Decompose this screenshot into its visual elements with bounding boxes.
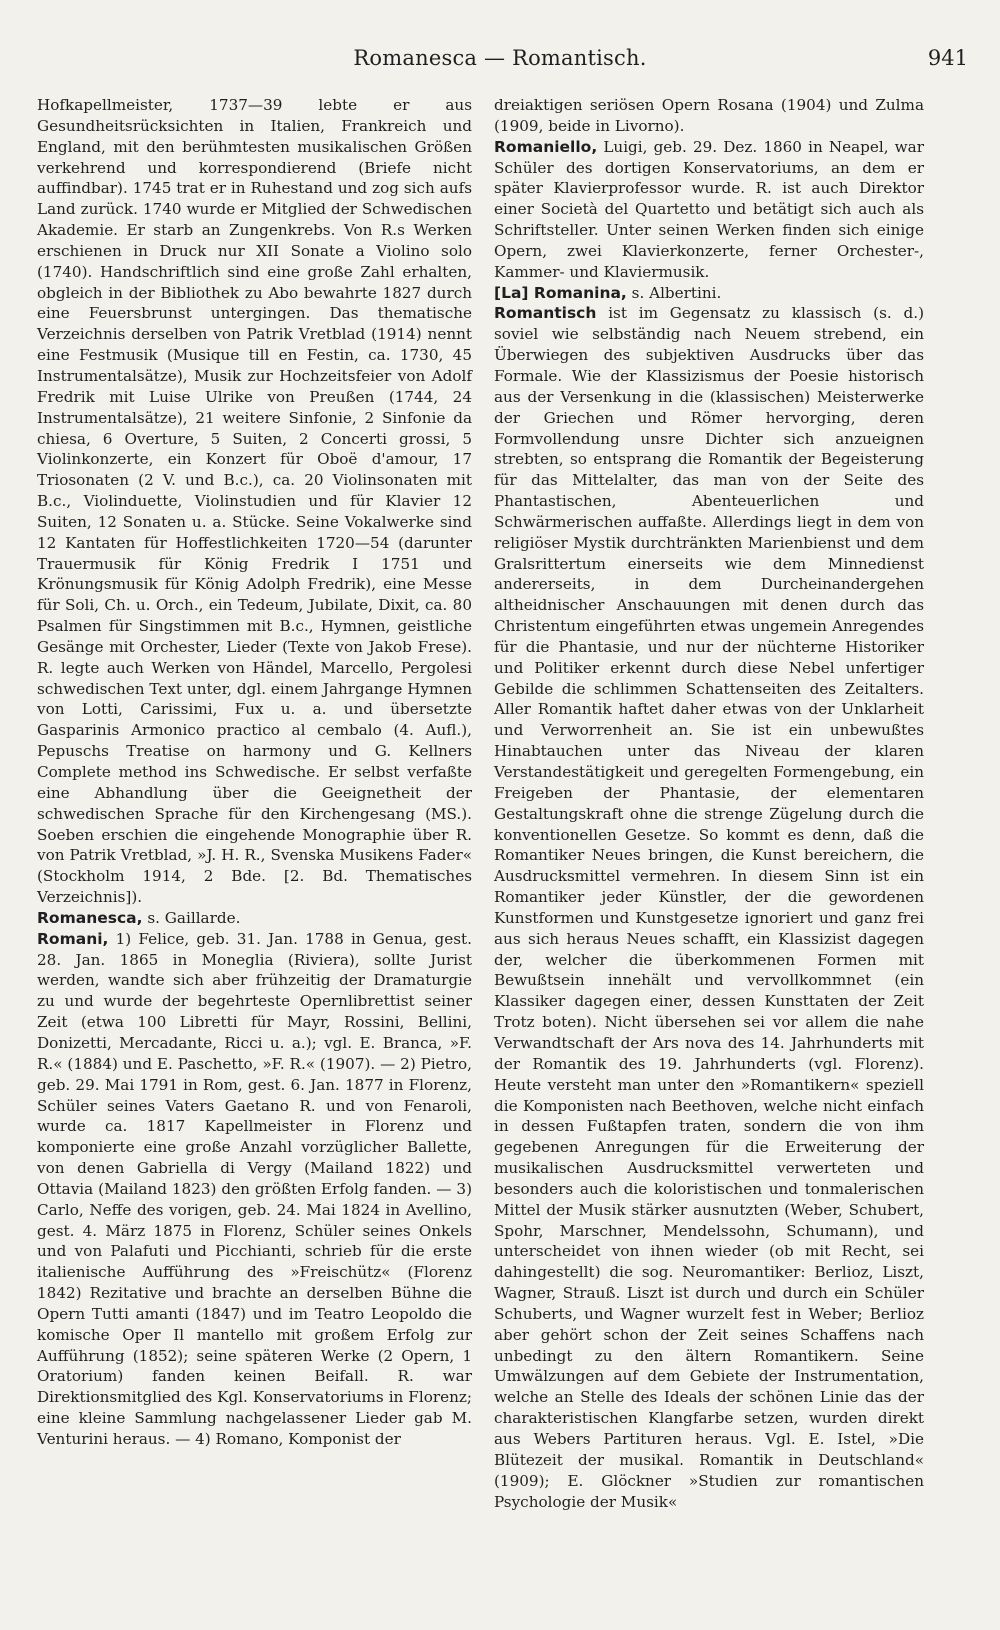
entry-romani (37, 929, 472, 1450)
entry-text: Luigi, geb. 29. Dez. 1860 in Neapel, war Schüler des dortigen Konservatoriums, an dem er später Klavierprofessor wurde. R. ist auch Direktor einer Società del Quartetto und betätigt sich auch als Schriftsteller. Unter seinen Werken finden sich einige Opern, zwei Klavierkonzerte, ferner Orchester-, Kammer- und Klaviermusik. (494, 137, 924, 281)
entry-headword: Romani, (37, 929, 109, 948)
entry-text: s. Albertini. (626, 283, 722, 302)
entry-romaniello (494, 137, 924, 283)
entry-romantisch (494, 303, 924, 1512)
entry-continuation: dreiaktigen seriösen Opern Rosana (1904) und Zulma (1909, beide in Livorno). (494, 96, 924, 135)
entry-romanesca (37, 908, 472, 929)
entry-headword: Romanesca, (37, 908, 143, 927)
entry-headword: Romantisch (494, 304, 597, 323)
entry-text: ist im Gegensatz zu klassisch (s. d.) soviel wie selbständig nach Neuem strebend, ein Überwiegen des subjektiven Ausdrucks über das Formale. Wie der Klassizismus der Poesie historisch aus der Versenkung in die (klassischen) Meisterwerke der Griechen und Römer hervorging, deren Formvollendung unsre Dichter sich anzueignen strebten, so entsprang die Romantik der Begeisterung für das Mittelalter, das man von der Seite des Phantastischen, Abenteuerlichen und Schwärmerischen auffaßte. Allerdings liegt in dem von religiöser Mystik durchtränkten Marienbienst und dem Gralsrittertum einerseits wie dem Minnedienst andererseits, in dem Durcheinandergehen altheidnischer Anschauungen mit denen durch das Christentum eingeführten etwas ungemein Anregendes für die Phantasie, und nur der nüchterne Historiker und Politiker erkennt durch diese Nebel unfertiger Gebilde die schlimmen Schattenseiten des Zeitalters. Aller Romantik haftet daher etwas von der Unklarheit und Verworrenheit an. Sie ist ein unbewußtes Hinabtauchen unter das Niveau der klaren Verstandestätigkeit und geregelten Formengebung, ein Freigeben der Phantasie, der elementaren Gestaltungskraft ohne die strenge Zügelung durch die konventionellen Gesetze. So kommt es denn, daß die Romantiker Neues bringen, die Kunst bereichern, die Ausdrucksmittel vermehren. In diesem Sinn ist ein Romantiker jeder Künstler, der die gewordenen Kunstformen und Kunstgesetze ignoriert und ganz frei aus sich heraus Neues schafft, ein Klassizist dagegen der, welcher die überkommenen Formen mit Bewußtsein innehält und vervollkommnet (ein Klassiker dagegen einer, dessen Kunsttaten der Zeit Trotz boten). Nicht übersehen sei vor allem die nahe Verwandtschaft der Ars nova des 14. Jahrhunderts mit der Romantik des 19. Jahrhunderts (vgl. Florenz). Heute versteht man unter den »Romantikern« speziell die Komponisten nach Beethoven, welche nicht einfach in dessen Fußtapfen traten, sondern die von ihm gegebenen Anregungen für die Erweiterung der musikalischen Ausdrucksmittel verwerteten und besonders auch die koloristischen und tonmalerischen Mittel der Musik stärker ausnutzten (Weber, Schubert, Spohr, Marschner, Mendelssohn, Schumann), und unterscheidet von ihnen wieder (ob mit Recht, sei dahingestellt) die sog. Neuromantiker: Berlioz, Liszt, Wagner, Strauß. Liszt ist durch und durch ein Schüler Schuberts, und Wagner wurzelt fest in Weber; Berlioz aber gehört schon der Zeit seines Schaffens nach unbedingt zu den ältern Romantikern. Seine Umwälzungen auf dem Gebiete der Instrumentation, welche an Stelle des Ideals der schönen Linie das der charakteristischen Klangfarbe setzen, wurden direkt aus Webers Partituren heraus. Vgl. E. Istel, »Die Blütezeit der musikal. Romantik in Deutschland« (1909); E. Glöckner »Studien zur romantischen Psychologie der Musik« (494, 304, 924, 1511)
page-number: 941 (927, 46, 968, 70)
entry-headword: Romaniello, (494, 137, 598, 156)
right-column (494, 95, 924, 1512)
left-column (37, 95, 472, 1450)
entry-romanina (494, 283, 924, 304)
entry-text: s. Gaillarde. (142, 908, 241, 927)
entry-text: 1) Felice, geb. 31. Jan. 1788 in Genua, gest. 28. Jan. 1865 in Moneglia (Riviera), sollte Jurist werden, wandte sich aber frühzeitig der Dramaturgie zu und wurde der begehrteste Opernlibrettist seiner Zeit (etwa 100 Libretti für Mayr, Rossini, Bellini, Donizetti, Mercadante, Ricci u. a.); vgl. E. Branca, »F. R.« (1884) und E. Paschetto, »F. R.« (1907). — 2) Pietro, geb. 29. Mai 1791 in Rom, gest. 6. Jan. 1877 in Florenz, Schüler seines Vaters Gaetano R. und von Fenaroli, wurde ca. 1817 Kapellmeister in Florenz und komponierte eine große Anzahl vorzüglicher Ballette, von denen Gabriella di Vergy (Mailand 1822) und Ottavia (Mailand 1823) den größten Erfolg fanden. — 3) Carlo, Neffe des vorigen, geb. 24. Mai 1824 in Avellino, gest. 4. März 1875 in Florenz, Schüler seines Onkels und von Palafuti und Picchianti, schrieb für die erste italienische Aufführung des »Freischütz« (Florenz 1842) Rezitative und brachte an derselben Bühne die Opern Tutti amanti (1847) und im Teatro Leopoldo die komische Oper Il mantello mit großem Erfolg zur Aufführung (1852); seine späteren Werke (2 Opern, 1 Oratorium) fanden keinen Beifall. R. war Direktionsmitglied des Kgl. Konservatoriums in Florenz; eine kleine Sammlung nachgelassener Lieder gab M. Venturini heraus. — 4) Romano, Komponist der (37, 929, 472, 1448)
entry-headword: [La] Romanina, (494, 283, 627, 302)
entry-continuation: Hofkapellmeister, 1737—39 lebte er aus Gesundheitsrücksichten in Italien, Frankreich und England, mit den berühmtesten musikalischen Größen verkehrend und korrespondierend (Briefe nicht auffindbar). 1745 trat er in Ruhestand und zog sich aufs Land zurück. 1740 wurde er Mitglied der Schwedischen Akademie. Er starb an Zungenkrebs. Von R.s Werken erschienen in Druck nur XII Sonate a Violino solo (1740). Handschriftlich sind eine große Zahl erhalten, obgleich in der Bibliothek zu Abo bewahrte 1827 durch eine Feuersbrunst untergingen. Das thematische Verzeichnis derselben von Patrik Vretblad (1914) nennt eine Festmusik (Musique till en Festin, ca. 1730, 45 Instrumentalsätze), Musik zur Hochzeitsfeier von Adolf Fredrik mit Luise Ulrike von Preußen (1744, 24 Instrumentalsätze), 21 weitere Sinfonie, 2 Sinfonie da chiesa, 6 Overture, 5 Suiten, 2 Concerti grossi, 5 Violinkonzerte, ein Konzert für Oboë d'amour, 17 Triosonaten (2 V. und B.c.), ca. 20 Violinsonaten mit B.c., Violinduette, Violinstudien und für Klavier 12 Suiten, 12 Sonaten u. a. Stücke. Seine Vokalwerke sind 12 Kantaten für Hoffestlichkeiten 1720—54 (darunter Trauermusik für König Fredrik I 1751 und Krönungsmusik für König Adolph Fredrik), eine Messe für Soli, Ch. u. Orch., ein Tedeum, Jubilate, Dixit, ca. 80 Psalmen für Singstimmen mit B.c., Hymnen, geistliche Gesänge mit Orchester, Lieder (Texte von Jakob Frese). R. legte auch Werken von Händel, Marcello, Pergolesi schwedischen Text unter, dgl. einem Jahrgange Hymnen von Lotti, Carissimi, Fux u. a. und übersetzte Gasparinis Armonico practico al cembalo (4. Aufl.), Pepuschs Treatise on harmony und G. Kellners Complete method ins Schwedische. Er selbst verfaßte eine Abhandlung über die Geeignetheit der schwedischen Sprache für den Kirchengesang (MS.). Soeben erschien die eingehende Monographie über R. von Patrik Vretblad, »J. H. R., Svenska Musikens Fader« (Stockholm 1914, 2 Bde. [2. Bd. Thematisches Verzeichnis]). (37, 96, 472, 907)
page-header (32, 46, 968, 80)
running-title: Romanesca — Romantisch. (353, 46, 647, 70)
